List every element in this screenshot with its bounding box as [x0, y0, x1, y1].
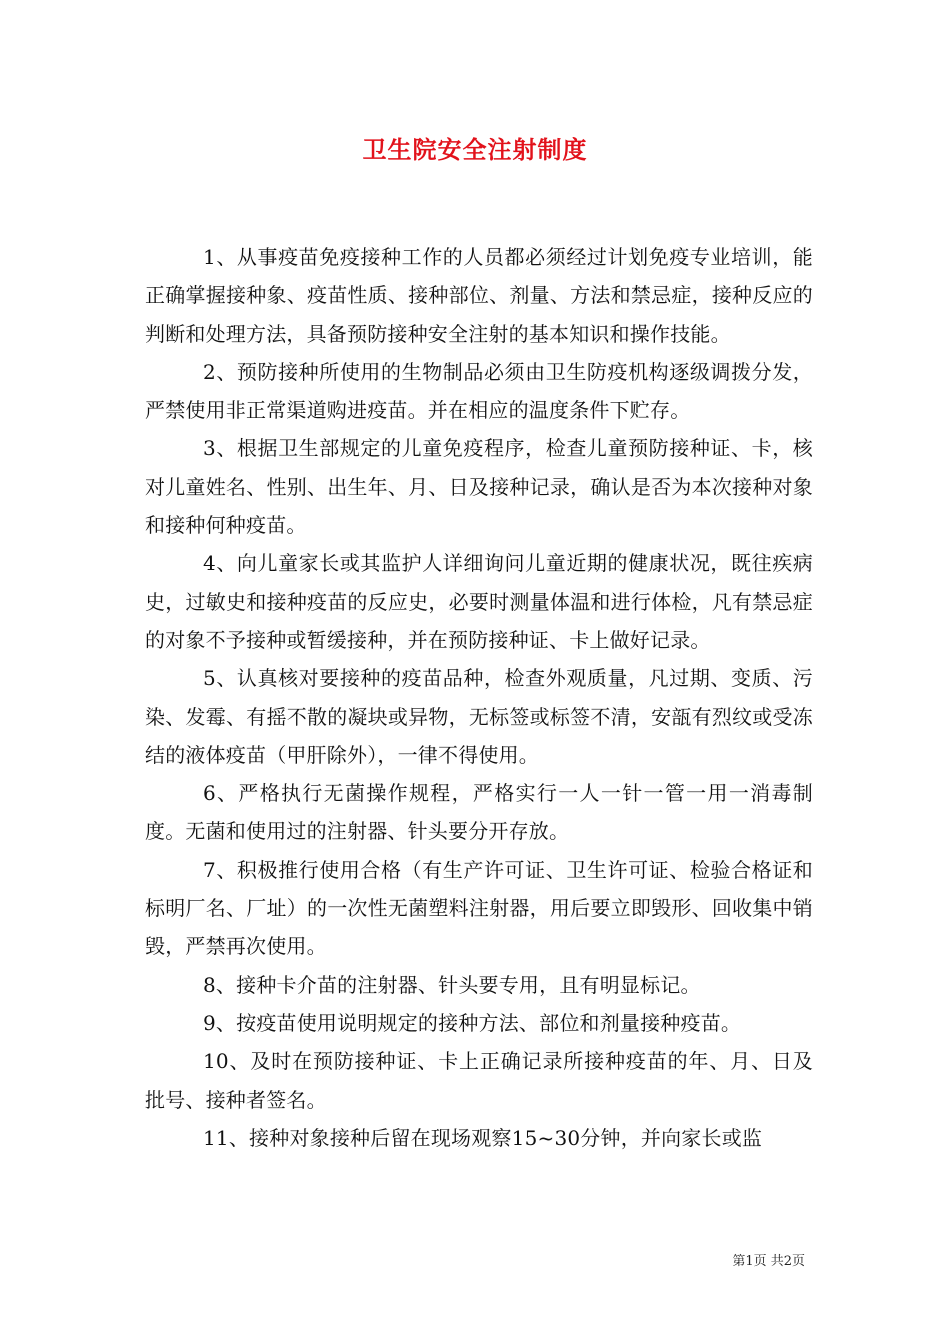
paragraph-3: 3、根据卫生部规定的儿童免疫程序，检查儿童预防接种证、卡，核对儿童姓名、性别、出生年、月、日及接种记录，确认是否为本次接种对象和接种何种疫苗。: [145, 436, 813, 538]
document-title: 卫生院安全注射制度: [362, 135, 588, 164]
page-number-footer: 第1页 共2页: [732, 1254, 805, 1269]
paragraph-1: 1、从事疫苗免疫接种工作的人员都必须经过计划免疫专业培训，能正确掌握接种象、疫苗性质、接种部位、剂量、方法和禁忌症，接种反应的判断和处理方法，具备预防接种安全注射的基本知识和操作技能。: [145, 245, 813, 346]
paragraph-6: 6、严格执行无菌操作规程，严格实行一人一针一管一用一消毒制度。无菌和使用过的注射器、针头要分开存放。: [145, 781, 813, 844]
paragraph-9: 9、按疫苗使用说明规定的接种方法、部位和剂量接种疫苗。: [203, 1010, 742, 1035]
paragraph-11: 11、接种对象接种后留在现场观察15~30分钟，并向家长或监: [203, 1125, 763, 1150]
paragraph-8: 8、接种卡介苗的注射器、针头要专用，且有明显标记。: [203, 972, 701, 997]
paragraph-7: 7、积极推行使用合格（有生产许可证、卫生许可证、检验合格证和标明厂名、厂址）的一次性无菌塑料注射器，用后要立即毁形、回收集中销毁，严禁再次使用。: [145, 857, 813, 959]
paragraph-4: 4、向儿童家长或其监护人详细询问儿童近期的健康状况，既往疾病史，过敏史和接种疫苗的反应史，必要时测量体温和进行体检，凡有禁忌症的对象不予接种或暂缓接种，并在预防接种证、卡上做好记录。: [145, 551, 813, 652]
paragraph-2: 2、预防接种所使用的生物制品必须由卫生防疫机构逐级调拨分发，严禁使用非正常渠道购进疫苗。并在相应的温度条件下贮存。: [145, 359, 813, 423]
paragraph-10: 10、及时在预防接种证、卡上正确记录所接种疫苗的年、月、日及批号、接种者签名。: [145, 1049, 813, 1112]
paragraph-5: 5、认真核对要接种的疫苗品种，检查外观质量，凡过期、变质、污染、发霉、有摇不散的凝块或异物，无标签或标签不清，安瓿有烈纹或受冻结的液体疫苗（甲肝除外），一律不得使用。: [145, 666, 813, 767]
document-body: [145, 238, 813, 1157]
